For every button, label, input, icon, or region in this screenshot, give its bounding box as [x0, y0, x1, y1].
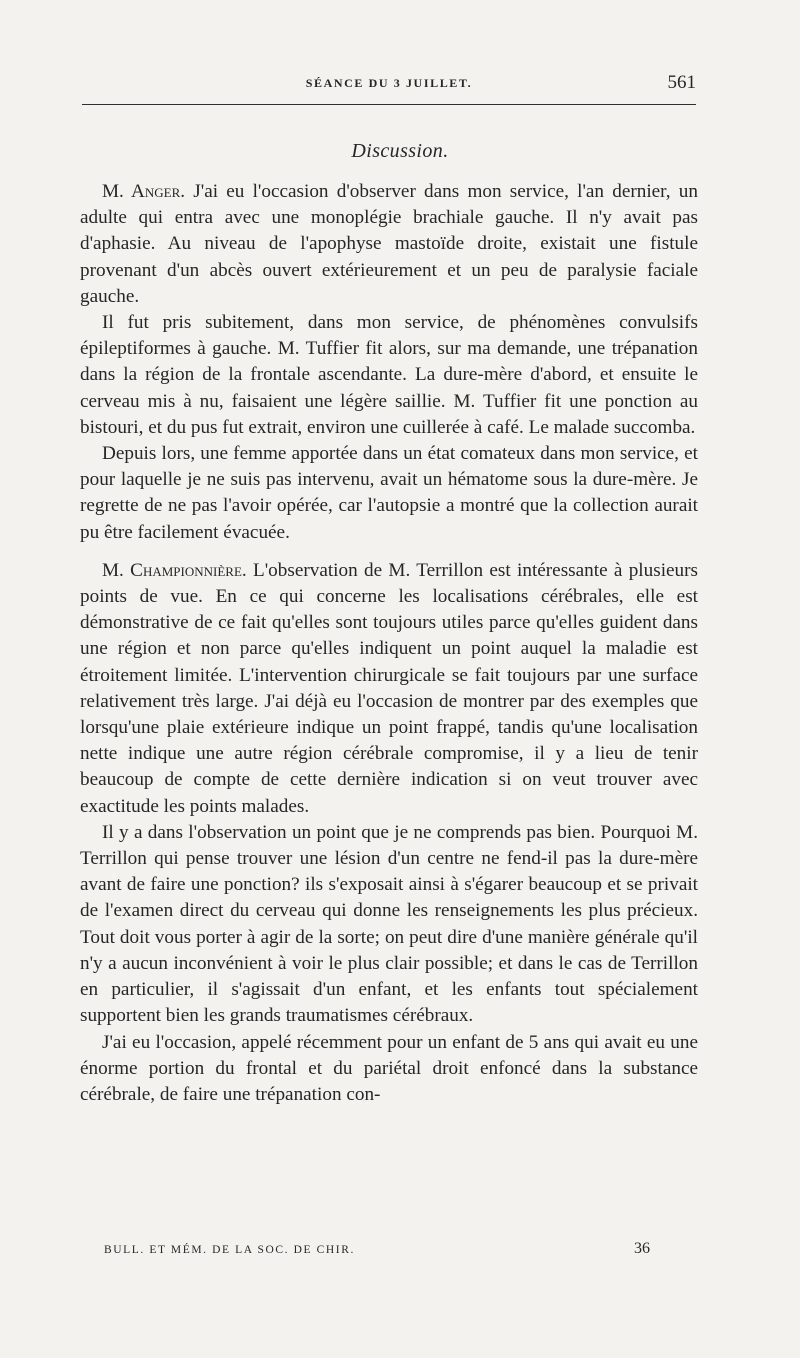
- header-rule: [82, 104, 696, 105]
- paragraph: [80, 179, 698, 310]
- paragraph-text: Il fut pris subitement, dans mon service, de phénomènes convulsifs épileptiformes à gauche. M. Tuffier fit alors, sur ma demande, une trépanation dans la région de la frontale ascendante. La dure-mère d'abord, et ensuite le cerveau mis à nu, faisaient une légère saillie. M. Tuffier fit une ponction au bistouri, et du pus fut extrait, environ une cuillerée à café. Le malade succomba.: [80, 312, 698, 438]
- paragraph-text: Depuis lors, une femme apportée dans un état comateux dans mon service, et pour laquelle je ne suis pas intervenu, avait un hématome sous la dure-mère. Je regrette de ne pas l'avoir opérée, car l'autopsie a montré que la collection aurait pu être facilement évacuée.: [80, 443, 698, 543]
- paragraph-text: J'ai eu l'occasion d'observer dans mon service, l'an dernier, un adulte qui entra avec une monoplégie brachiale gauche. Il n'y avait pas d'aphasie. Au niveau de l'apophyse mastoïde droite, existait une fistule provenant d'un abcès ouvert extérieurement et un peu de paralysie faciale gauche.: [80, 181, 698, 307]
- paragraph: [80, 820, 698, 1030]
- page-footer: [104, 1240, 650, 1262]
- paragraph-text: L'observation de M. Terrillon est intéressante à plusieurs points de vue. En ce qui concerne les localisations cérébrales, elle est démonstrative de ce fait qu'elles sont toujours utiles parce qu'elles guident dans une région et non parce qu'elles indiquent un point auquel la maladie est étroitement limitée. L'intervention chirurgicale se fait toujours par une surface relativement très large. J'ai déjà eu l'occasion de montrer par des exemples que lorsqu'une plaie extérieure indique un point frappé, tandis qu'une localisation nette indique une autre région cérébrale compromise, il y a lieu de tenir beaucoup de compte de cette dernière indication si on veut trouver avec exactitude les points malades.: [80, 559, 698, 817]
- paragraph: [80, 558, 698, 820]
- footer-journal-title: BULL. ET MÉM. DE LA SOC. DE CHIR.: [104, 1244, 355, 1256]
- paragraph: [80, 1030, 698, 1109]
- speaker-name: M. Championnière.: [102, 559, 247, 581]
- body-text: [80, 179, 698, 1108]
- section-title: Discussion.: [351, 140, 449, 162]
- running-header: [82, 72, 696, 100]
- speaker-name: M. Anger.: [102, 181, 186, 202]
- paragraph-text: Il y a dans l'observation un point que je ne comprends pas bien. Pourquoi M. Terrillon qui pense trouver une lésion d'un centre ne fend-il pas la dure-mère avant de faire une ponction? ils s'exposait ainsi à s'égarer beaucoup et se privait de l'examen direct du cerveau qui donne les renseignements les plus précieux. Tout doit vous porter à agir de la sorte; on peut dire d'une manière générale qu'il n'y a aucun inconvénient à voir le plus clair possible; et dans le cas de Terrillon en particulier, il s'agissait d'un enfant, et les enfants tout spécialement supportent bien les grands traumatismes cérébraux.: [80, 821, 698, 1027]
- page-number: 561: [667, 72, 696, 93]
- running-title: SÉANCE DU 3 JUILLET.: [305, 76, 473, 90]
- footer-signature-number: 36: [634, 1240, 650, 1257]
- paragraph-text: J'ai eu l'occasion, appelé récemment pour un enfant de 5 ans qui avait eu une énorme portion du frontal et du pariétal droit enfoncé dans la substance cérébrale, de faire une trépanation con-: [80, 1031, 698, 1105]
- paragraph: [80, 441, 698, 546]
- paragraph: [80, 310, 698, 441]
